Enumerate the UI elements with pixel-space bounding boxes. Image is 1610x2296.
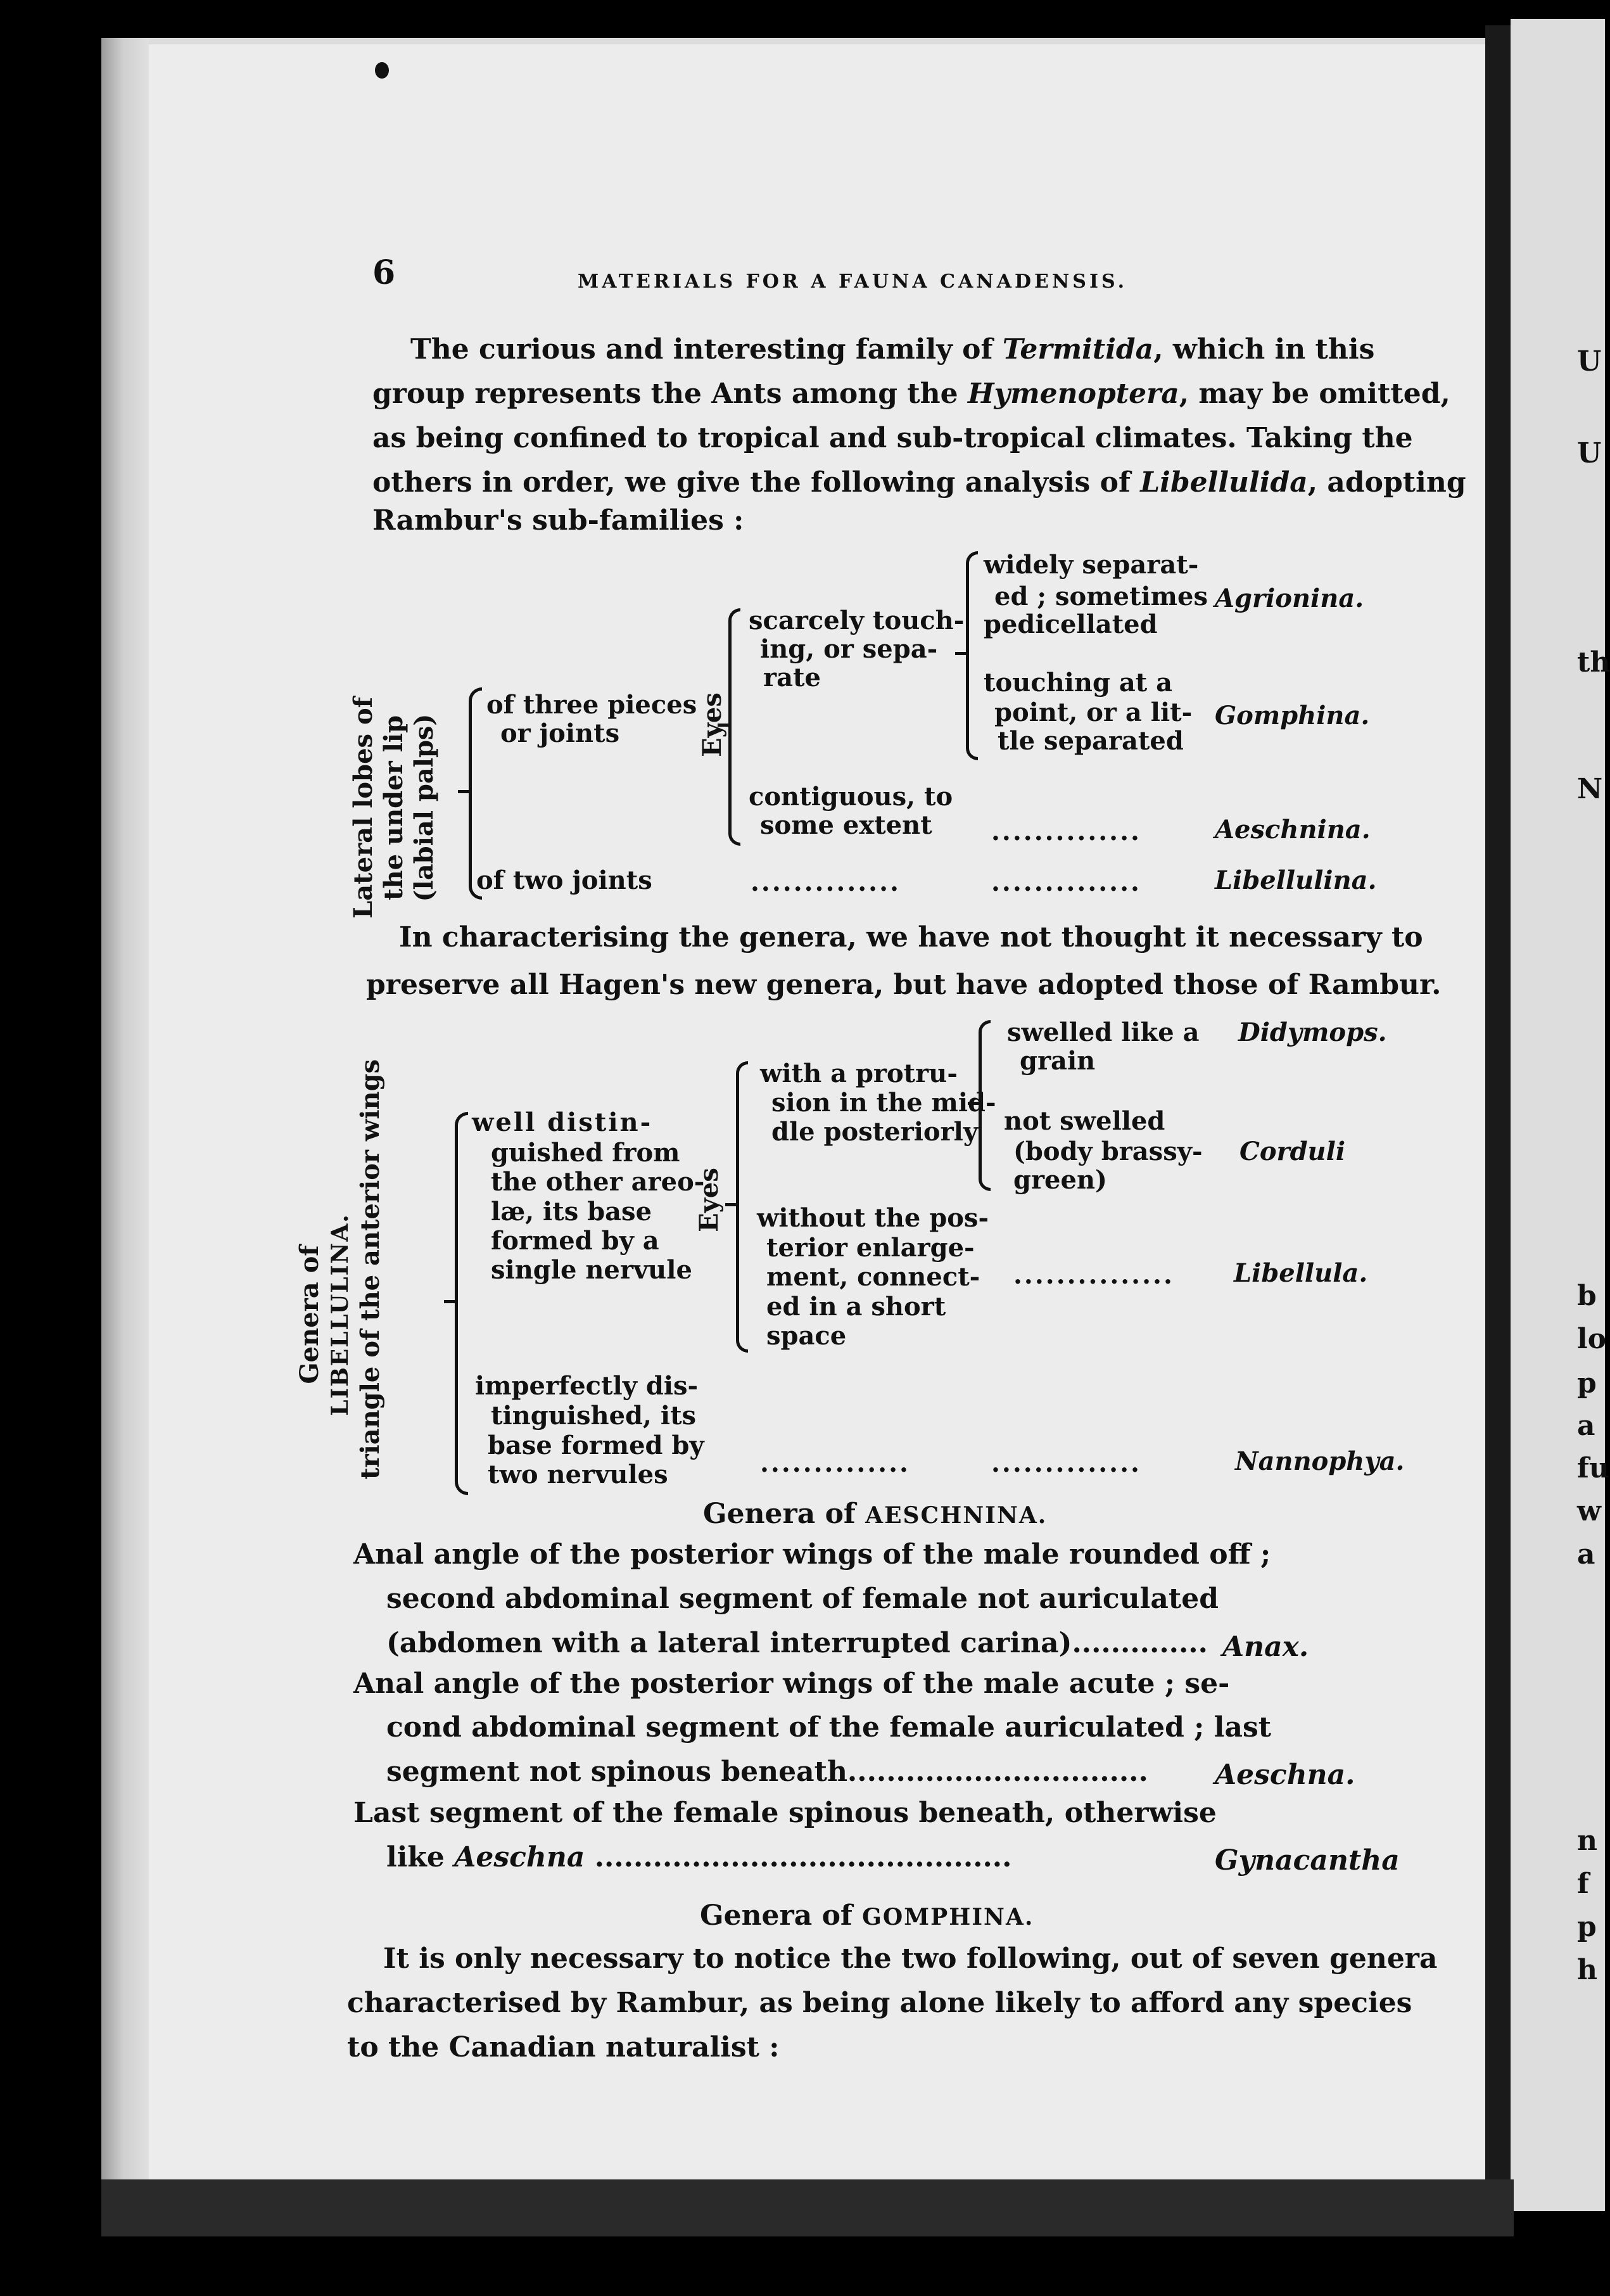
intro-line-4: others in order, we give the following analysis of Libellulida, adopting [372, 466, 1466, 499]
three-pieces-line1: of three pieces [486, 690, 697, 720]
without-line3: ment, connect- [766, 1262, 980, 1292]
widely-line2: ed ; sometimes [994, 582, 1208, 611]
book-gutter [1485, 25, 1511, 2205]
gomphina-line-1: It is only necessary to notice the two following, out of seven genera [383, 1942, 1438, 1975]
facing-char-2: U [1577, 437, 1602, 469]
facing-char-15: h [1577, 1954, 1597, 1986]
touching-line1: touching at a [984, 668, 1173, 698]
gomphina-line-2: characterised by Rambur, as being alone likely to afford any species [347, 1987, 1412, 2019]
three-pieces-line2: or joints [500, 718, 620, 748]
facing-char-4: N [1577, 773, 1603, 805]
imperfect-line4: two nervules [488, 1460, 668, 1489]
without-line5: space [766, 1321, 847, 1351]
facing-char-10: w [1577, 1495, 1601, 1527]
imperfect-line1: imperfectly dis- [475, 1371, 699, 1401]
facing-char-5: b [1577, 1280, 1597, 1312]
scarcely-line3: rate [763, 663, 821, 692]
contiguous-line1: contiguous, to [749, 782, 953, 812]
table1-eyes-label: Eyes [697, 692, 727, 757]
without-line1: without the pos- [757, 1203, 989, 1233]
table2-side-label: Genera of LIBELLULINA. triangle of the anterior wings [295, 1059, 385, 1479]
protrusion-line2: sion in the mid- [771, 1088, 996, 1118]
swelled-line1: swelled like a [1007, 1017, 1200, 1047]
imperfect-dots-1: .............. [760, 1448, 910, 1478]
well-line2: guished from [491, 1138, 680, 1168]
protrusion-line1: with a protru- [760, 1059, 958, 1088]
two-joints-dots-2: .............. [991, 867, 1141, 897]
facing-char-7: p [1577, 1367, 1597, 1400]
facing-char-6: lo [1577, 1323, 1607, 1355]
middle-line-2: preserve all Hagen's new genera, but have adopted those of Rambur. [366, 969, 1442, 1001]
heading-aeschnina: Genera of AESCHNINA. [703, 1498, 1048, 1530]
table1-side-label: Lateral lobes of the under lip (labial palps) [348, 697, 439, 919]
aeschnina-p3-line2: like Aeschna ........................................... [386, 1841, 1012, 1873]
facing-char-11: a [1577, 1538, 1595, 1571]
facing-char-12: n [1577, 1825, 1597, 1857]
ink-spot [375, 62, 389, 79]
without-line4: ed in a short [766, 1292, 946, 1322]
aeschnina-p3-line1: Last segment of the female spinous beneath, otherwise [353, 1797, 1217, 1829]
touching-line3: tle separated [998, 726, 1184, 756]
widely-line1: widely separat- [984, 550, 1199, 580]
table1-eyes-brace [728, 608, 740, 846]
facing-char-9: fu [1577, 1452, 1609, 1484]
widely-line3: pedicellated [984, 609, 1158, 639]
not-swelled-line2: (body brassy- [1013, 1137, 1203, 1166]
not-swelled-line3: green) [1013, 1165, 1107, 1195]
scarcely-line1: scarcely touch- [749, 606, 965, 635]
touching-line2: point, or a lit- [994, 698, 1193, 727]
table2-eyes-label: Eyes [694, 1168, 724, 1232]
facing-char-3: th [1577, 646, 1610, 679]
page-number: 6 [372, 253, 396, 292]
gomphina-line-3: to the Canadian naturalist : [347, 2031, 780, 2063]
imperfect-line3: base formed by [488, 1431, 704, 1460]
well-line3: the other areo- [491, 1167, 705, 1197]
two-joints-label: of two joints [476, 865, 652, 895]
heading-gomphina: Genera of GOMPHINA. [700, 1899, 1034, 1932]
result-anax: Anax. [1222, 1631, 1309, 1663]
facing-char-8: a [1577, 1410, 1595, 1442]
table1-subbrace [966, 551, 978, 760]
intro-line-1: The curious and interesting family of Termitida, which in this [410, 333, 1375, 366]
table2-subbrace [979, 1020, 991, 1191]
swelled-line2: grain [1020, 1046, 1096, 1076]
result-aeschnina: Aeschnina. [1215, 815, 1371, 845]
aeschnina-p2-line3: segment not spinous beneath............................... [386, 1756, 1148, 1788]
result-gomphina: Gomphina. [1215, 701, 1370, 730]
imperfect-line2: tinguished, its [491, 1401, 697, 1431]
well-line6: single nervule [491, 1255, 692, 1285]
imperfect-dots-2: .............. [991, 1448, 1141, 1478]
result-corduli: Corduli [1239, 1137, 1346, 1166]
two-joints-dots-1: .............. [751, 867, 901, 897]
middle-line-1: In characterising the genera, we have not thought it necessary to [399, 921, 1423, 953]
well-line1: well distin- [472, 1107, 653, 1137]
well-line4: læ, its base [491, 1197, 652, 1227]
facing-char-1: U [1577, 345, 1602, 378]
result-libellula: Libellula. [1234, 1258, 1368, 1288]
aeschnina-p2-line2: cond abdominal segment of the female auriculated ; last [386, 1711, 1272, 1744]
intro-line-5: Rambur's sub-families : [372, 504, 744, 537]
result-gynacantha: Gynacantha [1215, 1844, 1400, 1877]
aeschnina-p2-line1: Anal angle of the posterior wings of the male acute ; se- [353, 1668, 1230, 1700]
result-didymops: Didymops. [1238, 1017, 1387, 1047]
without-line2: terior enlarge- [766, 1233, 975, 1263]
result-aeschna: Aeschna. [1215, 1759, 1355, 1791]
page-binding [101, 38, 149, 2179]
table2-brace-outer [455, 1112, 468, 1495]
protrusion-line3: dle posteriorly [771, 1117, 979, 1147]
scan-bottom-edge [101, 2179, 1514, 2236]
aeschnina-p1-line1: Anal angle of the posterior wings of the male rounded off ; [353, 1538, 1271, 1571]
result-agrionina: Agrionina. [1215, 584, 1364, 613]
result-libellulina: Libellulina. [1215, 865, 1377, 895]
contiguous-line2: some extent [760, 810, 932, 840]
aeschnina-p1-line3: (abdomen with a lateral interrupted carina).............. [386, 1627, 1208, 1659]
intro-line-2: group represents the Ants among the Hymenoptera, may be omitted, [372, 378, 1450, 410]
scarcely-line2: ing, or sepa- [760, 634, 938, 664]
aeschnina-p1-line2: second abdominal segment of female not auriculated [386, 1583, 1219, 1615]
facing-char-14: p [1577, 1911, 1597, 1943]
running-title: MATERIALS FOR A FAUNA CANADENSIS. [578, 271, 1128, 293]
result-nannophya: Nannophya. [1235, 1446, 1405, 1476]
without-dots: ............... [1013, 1260, 1174, 1290]
facing-char-13: f [1577, 1868, 1589, 1900]
not-swelled-line1: not swelled [1004, 1106, 1165, 1136]
table2-eyes-brace [736, 1061, 748, 1353]
well-line5: formed by a [491, 1226, 659, 1256]
intro-line-3: as being confined to tropical and sub-tropical climates. Taking the [372, 422, 1413, 454]
contiguous-dots: .............. [991, 817, 1141, 846]
